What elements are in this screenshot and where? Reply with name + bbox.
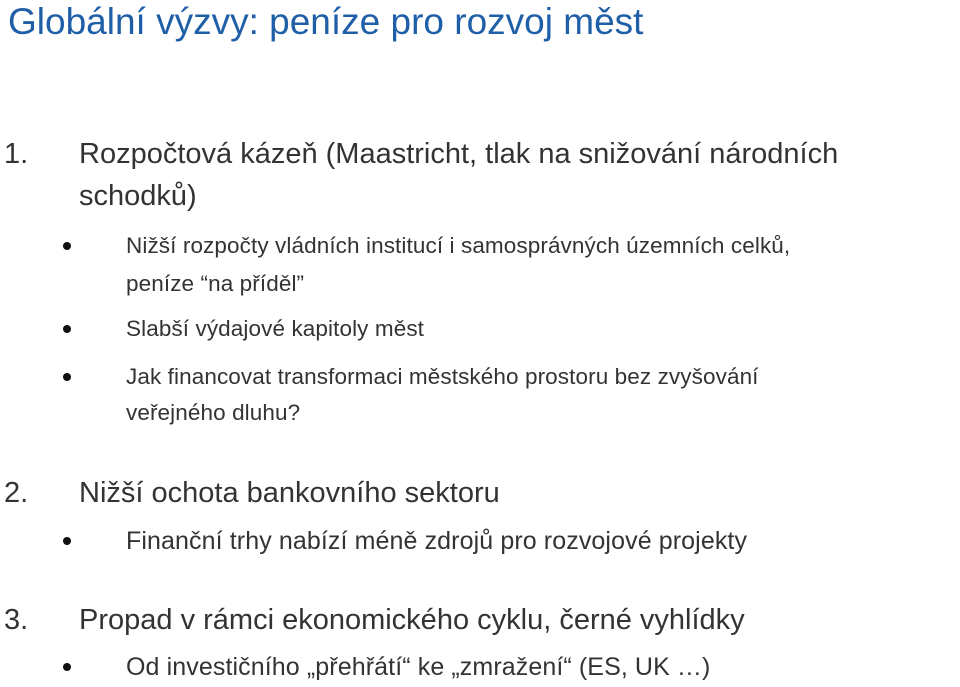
item-number: 1. <box>4 138 29 170</box>
bullet-text: Slabší výdajové kapitoly měst <box>126 316 425 341</box>
bullet-text: Jak financovat transformaci městského prostoru bez zvyšování <box>126 364 759 389</box>
bullet-text: Finanční trhy nabízí méně zdrojů pro rozvojové projekty <box>126 527 748 555</box>
bullet-dot-icon <box>63 663 71 671</box>
item-number: 2. <box>4 477 29 509</box>
item-heading: Nižší ochota bankovního sektoru <box>79 477 500 509</box>
slide-title: Globální výzvy: peníze pro rozvoj měst <box>8 1 644 42</box>
bullet-text-continuation: peníze “na příděl” <box>126 271 305 296</box>
bullet-dot-icon <box>63 242 71 250</box>
bullet-text: Od investičního „přehřátí“ ke „zmražení“ (ES, UK …) <box>126 653 711 681</box>
bullet-dot-icon <box>63 325 71 333</box>
bullet-dot-icon <box>63 537 71 545</box>
item-number: 3. <box>4 604 29 636</box>
bullet-text: Nižší rozpočty vládních institucí i samosprávných územních celků, <box>126 233 791 258</box>
item-heading-continuation: schodků) <box>79 180 197 212</box>
bullet-dot-icon <box>63 373 71 381</box>
item-heading: Rozpočtová kázeň (Maastricht, tlak na snižování národních <box>79 138 839 170</box>
bullet-text-continuation: veřejného dluhu? <box>126 400 301 425</box>
item-heading: Propad v rámci ekonomického cyklu, černé vyhlídky <box>79 604 745 636</box>
